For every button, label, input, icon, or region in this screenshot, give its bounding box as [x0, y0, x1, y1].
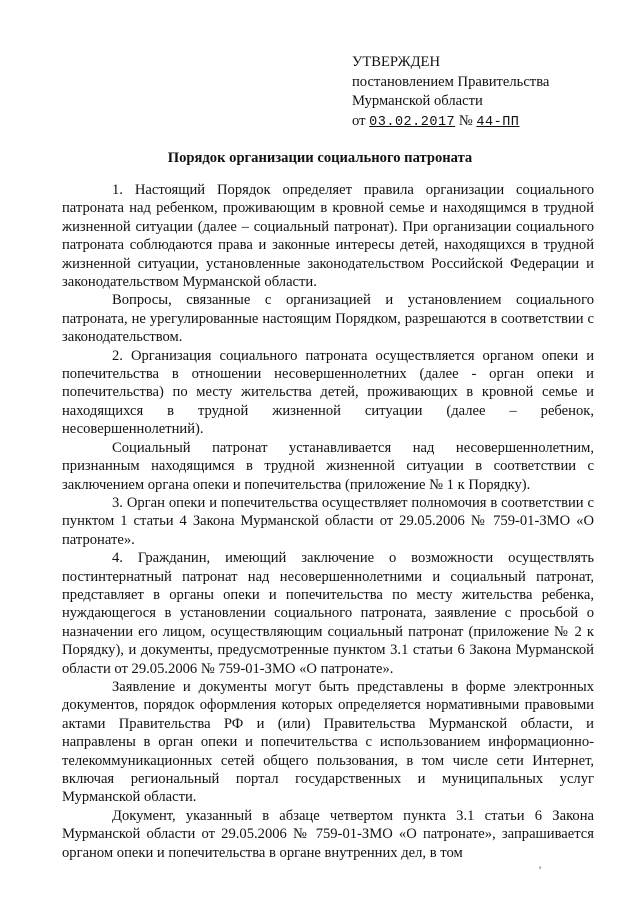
paragraph: 3. Орган опеки и попечительства осуществляет полномочия в соответствии с пунктом 1 статьи 4 Закона Мурманской области от 29.05.2006 № 759-01-ЗМО «О патронате».: [62, 494, 594, 548]
number-sign: №: [458, 112, 473, 129]
approval-stamp: [352, 53, 549, 132]
paragraph: Документ, указанный в абзаце четвертом пункта 3.1 статьи 6 Закона Мурманской области от 29.05.2006 № 759-01-ЗМО «О патронате», запрашивается органом опеки и попечительства в органе внутренних дел, в том: [62, 807, 594, 861]
approval-date: 03.02.2017: [369, 114, 456, 130]
approval-line-1: постановлением Правительства: [352, 73, 550, 90]
document-title: Порядок организации социального патроната: [167, 150, 473, 166]
approval-date-line: [352, 112, 549, 133]
paragraph: 1. Настоящий Порядок определяет правила организации социального патроната над ребенком, проживающим в кровной семье и находящимся в трудной жизненной ситуации (далее – социальный патронат). При организации социального патроната соблюдаются права и законные интересы детей, находящихся в трудной жизненной ситуации, установленные законодательством Российской Федерации и законодательством Мурманской области.: [62, 182, 594, 291]
paragraph: 4. Гражданин, имеющий заключение о возможности осуществлять постинтернатный патронат над несовершеннолетними и социальный патронат, представляет в органы опеки и попечительства по месту жительства ребенка, нуждающегося в установлении социального патроната, заявление с просьбой о назначении его лицом, осуществляющим социальный патронат (приложение № 2 к Порядку), и документы, предусмотренные пунктом 3.1 статьи 6 Закона Мурманской области от 29.05.2006 № 759-01-ЗМО «О патронате».: [62, 550, 594, 677]
approval-line-2: Мурманской области: [352, 93, 483, 109]
approval-number: 44-ПП: [476, 114, 520, 130]
document-body: [62, 181, 594, 862]
approval-heading: УТВЕРЖДЕН: [352, 54, 440, 70]
date-prefix: от: [352, 112, 366, 129]
paragraph: 2. Организация социального патроната осуществляется органом опеки и попечительства в отношении несовершеннолетних (далее - орган опеки и попечительства) по месту жительства детей, проживающих в кровной семье и находящихся в трудной жизненной ситуации (далее – ребенок, несовершеннолетний).: [62, 347, 594, 438]
paragraph: Заявление и документы могут быть представлены в форме электронных документов, порядок оформления которых определяется нормативными правовыми актами Правительства РФ и (или) Правительства Мурманской области, и направлены в орган опеки и попечительства с использованием информационно-телекоммуникационных сетей общего пользования, в том числе сети Интернет, включая региональный портал государственных и муниципальных услуг Мурманской области.: [62, 678, 594, 806]
paragraph: Социальный патронат устанавливается над несовершеннолетним, признанным находящимся в трудной жизненной ситуации в соответствии с заключением органа опеки и попечительства (приложение № 1 к Порядку).: [62, 439, 594, 493]
paragraph: Вопросы, связанные с организацией и установлением социального патроната, не урегулированные настоящим Порядком, разрешаются в соответствии с законодательством.: [62, 292, 594, 346]
stray-mark: ': [539, 863, 542, 877]
